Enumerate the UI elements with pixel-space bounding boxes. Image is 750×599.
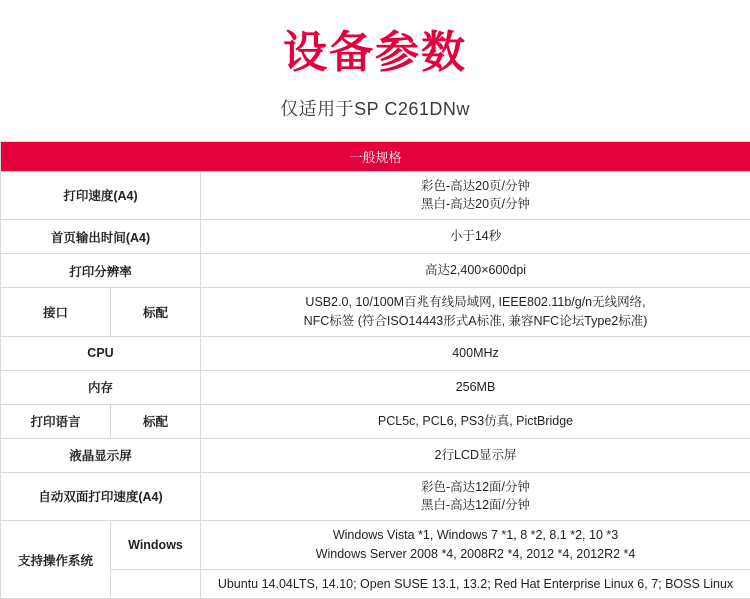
row-label: 首页输出时间(A4) <box>1 220 201 254</box>
row-label: 内存 <box>1 370 201 404</box>
row-sublabel <box>111 569 201 599</box>
row-label: 支持操作系统 <box>1 521 111 599</box>
row-label: 打印分辨率 <box>1 254 201 288</box>
value-line: Windows Server 2008 *4, 2008R2 *4, 2012 *4, 2012R2 *4 <box>205 545 746 564</box>
row-sublabel: Windows <box>111 521 201 570</box>
row-label: 液晶显示屏 <box>1 438 201 472</box>
row-value <box>201 404 750 438</box>
row-label: 打印语言 <box>1 404 111 438</box>
row-sublabel: 标配 <box>111 288 201 337</box>
row-sublabel: 标配 <box>111 404 201 438</box>
table-row <box>1 220 750 254</box>
value-line: 彩色-高达20页/分钟 <box>205 177 746 196</box>
table-section-header <box>1 141 750 171</box>
value-line: 黑白-高达20页/分钟 <box>205 195 746 214</box>
table-row <box>1 254 750 288</box>
table-row <box>1 370 750 404</box>
page-subtitle: 仅适用于SP C261DNw <box>0 79 750 141</box>
row-value <box>201 288 750 337</box>
row-value <box>201 254 750 288</box>
value-line: Ubuntu 14.04LTS, 14.10; Open SUSE 13.1, 13.2; Red Hat Enterprise Linux 6, 7; BOSS Linux <box>205 575 746 594</box>
row-value <box>201 438 750 472</box>
value-line: 小于14秒 <box>205 227 746 246</box>
value-line: 2行LCD显示屏 <box>205 446 746 465</box>
row-label: 接口 <box>1 288 111 337</box>
value-line: Windows Vista *1, Windows 7 *1, 8 *2, 8.1 *2, 10 *3 <box>205 526 746 545</box>
value-line: NFC标签 (符合ISO14443形式A标准, 兼容NFC论坛Type2标准) <box>205 312 746 331</box>
specification-table <box>0 141 750 599</box>
row-value <box>201 220 750 254</box>
value-line: 黑白-高达12面/分钟 <box>205 496 746 515</box>
value-line: USB2.0, 10/100M百兆有线局域网, IEEE802.11b/g/n无线网络, <box>205 293 746 312</box>
row-label: 自动双面打印速度(A4) <box>1 472 201 521</box>
value-line: PCL5c, PCL6, PS3仿真, PictBridge <box>205 412 746 431</box>
table-row <box>1 171 750 220</box>
row-value <box>201 569 750 599</box>
row-value <box>201 521 750 570</box>
table-row <box>1 569 750 599</box>
row-label: 打印速度(A4) <box>1 171 201 220</box>
table-row <box>1 404 750 438</box>
section-header-label: 一般规格 <box>1 141 750 171</box>
value-line: 256MB <box>205 378 746 397</box>
row-value <box>201 370 750 404</box>
row-value <box>201 171 750 220</box>
table-row <box>1 336 750 370</box>
value-line: 高达2,400×600dpi <box>205 261 746 280</box>
row-value <box>201 472 750 521</box>
table-row <box>1 472 750 521</box>
table-row <box>1 438 750 472</box>
row-label: CPU <box>1 336 201 370</box>
table-row <box>1 521 750 570</box>
page-title: 设备参数 <box>0 0 750 79</box>
value-line: 彩色-高达12面/分钟 <box>205 478 746 497</box>
row-value <box>201 336 750 370</box>
value-line: 400MHz <box>205 344 746 363</box>
table-row <box>1 288 750 337</box>
